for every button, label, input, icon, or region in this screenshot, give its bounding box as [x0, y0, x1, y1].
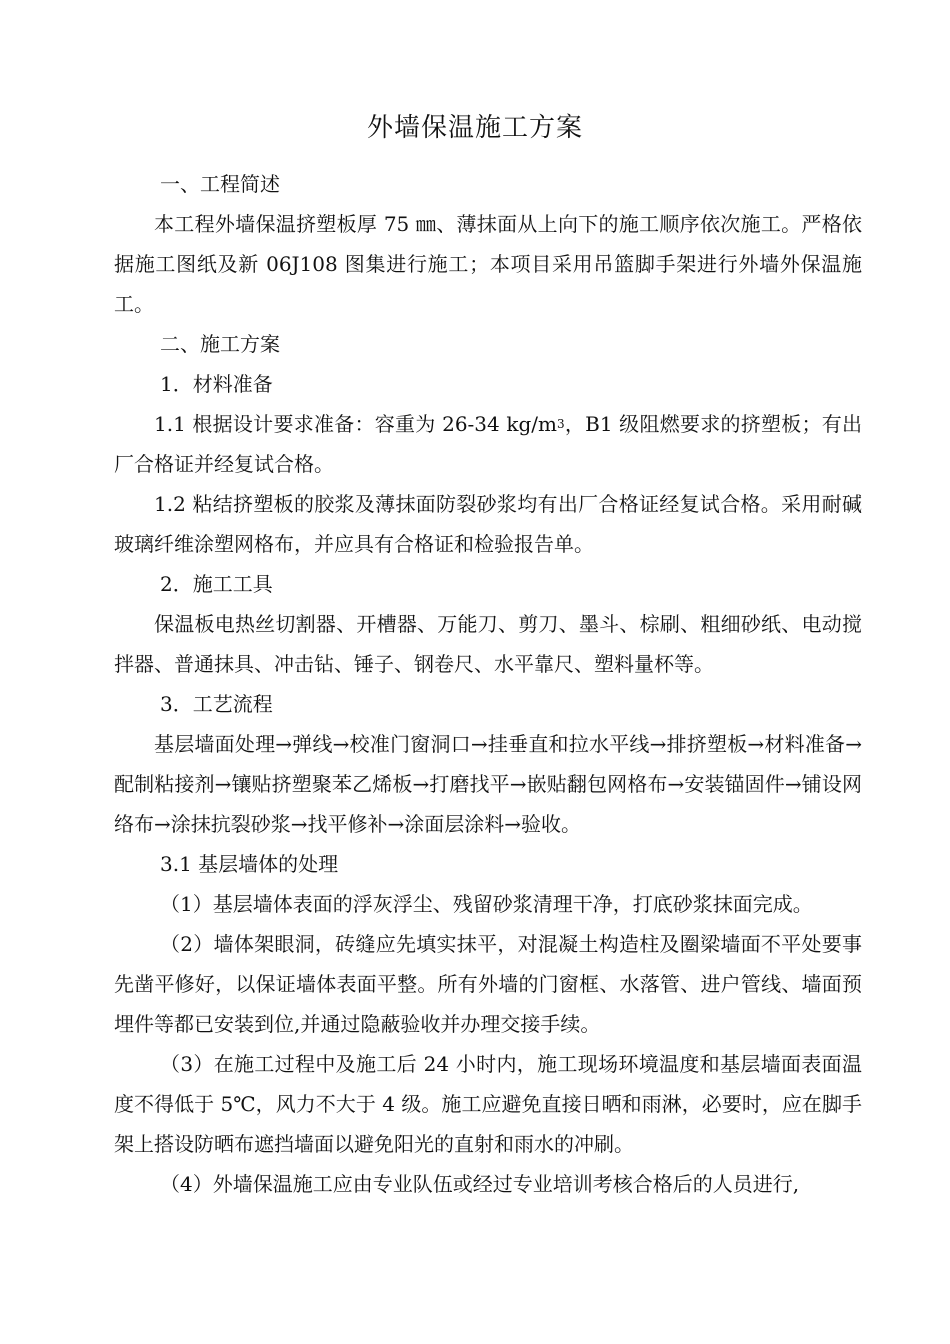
paragraph-item-2: （2）墙体架眼洞，砖缝应先填实抹平，对混凝土构造柱及圈梁墙面不平处要事先凿平修好，以保证墙体表面平整。所有外墙的门窗框、水落管、进户管线、墙面预埋件等都已安装到位,并通过隐蔽验收并办理交接手续。 — [114, 932, 862, 1036]
document-body — [114, 164, 862, 1204]
subheading-process-flow: 3．工艺流程 — [160, 692, 273, 716]
paragraph-overview: 本工程外墙保温挤塑板厚 75 ㎜、薄抹面从上向下的施工顺序依次施工。严格依据施工图纸及新 06J108 图集进行施工；本项目采用吊篮脚手架进行外墙外保温施工。 — [114, 212, 862, 316]
section-heading-overview: 一、工程简述 — [160, 172, 280, 196]
superscript-3: 3 — [557, 417, 565, 431]
paragraph-item-4: （4）外墙保温施工应由专业队伍或经过专业培训考核合格后的人员进行, — [160, 1172, 800, 1196]
paragraph-tools: 保温板电热丝切割器、开槽器、万能刀、剪刀、墨斗、棕刷、粗细砂纸、电动搅拌器、普通抹具、冲击钻、锤子、钢卷尺、水平靠尺、塑料量杯等。 — [114, 612, 862, 676]
paragraph-material-1-2: 1.2 粘结挤塑板的胶浆及薄抹面防裂砂浆均有出厂合格证经复试合格。采用耐碱玻璃纤维涂塑网格布，并应具有合格证和检验报告单。 — [114, 492, 862, 556]
subheading-tools: 2．施工工具 — [160, 572, 273, 596]
section-heading-construction-plan: 二、施工方案 — [160, 332, 280, 356]
paragraph-material-1-1-part-b: ，B1 级阻燃要求的挤塑板；有出厂合格证并经复试合格。 — [114, 412, 862, 476]
paragraph-item-3: （3）在施工过程中及施工后 24 小时内，施工现场环境温度和基层墙面表面温度不得低于 5℃，风力不大于 4 级。施工应避免直接日晒和雨淋，必要时，应在脚手架上搭设防晒布遮挡墙面以避免阳光的直射和雨水的冲刷。 — [114, 1052, 862, 1156]
paragraph-material-1-1-part-a: 1.1 根据设计要求准备：容重为 26-34 kg/m — [154, 412, 557, 436]
subheading-base-wall-treatment: 3.1 基层墙体的处理 — [160, 852, 339, 876]
paragraph-process-flow: 基层墙面处理→弹线→校准门窗洞口→挂垂直和拉水平线→排挤塑板→材料准备→配制粘接剂→镶贴挤塑聚苯乙烯板→打磨找平→嵌贴翻包网格布→安装锚固件→铺设网络布→涂抹抗裂砂浆→找平修补→涂面层涂料→验收。 — [114, 732, 862, 836]
subheading-material-prep: 1．材料准备 — [160, 372, 273, 396]
page-title: 外墙保温施工方案 — [366, 113, 583, 143]
paragraph-material-1-1 — [114, 404, 862, 484]
paragraph-item-1: （1）基层墙体表面的浮灰浮尘、残留砂浆清理干净，打底砂浆抹面完成。 — [160, 892, 813, 916]
